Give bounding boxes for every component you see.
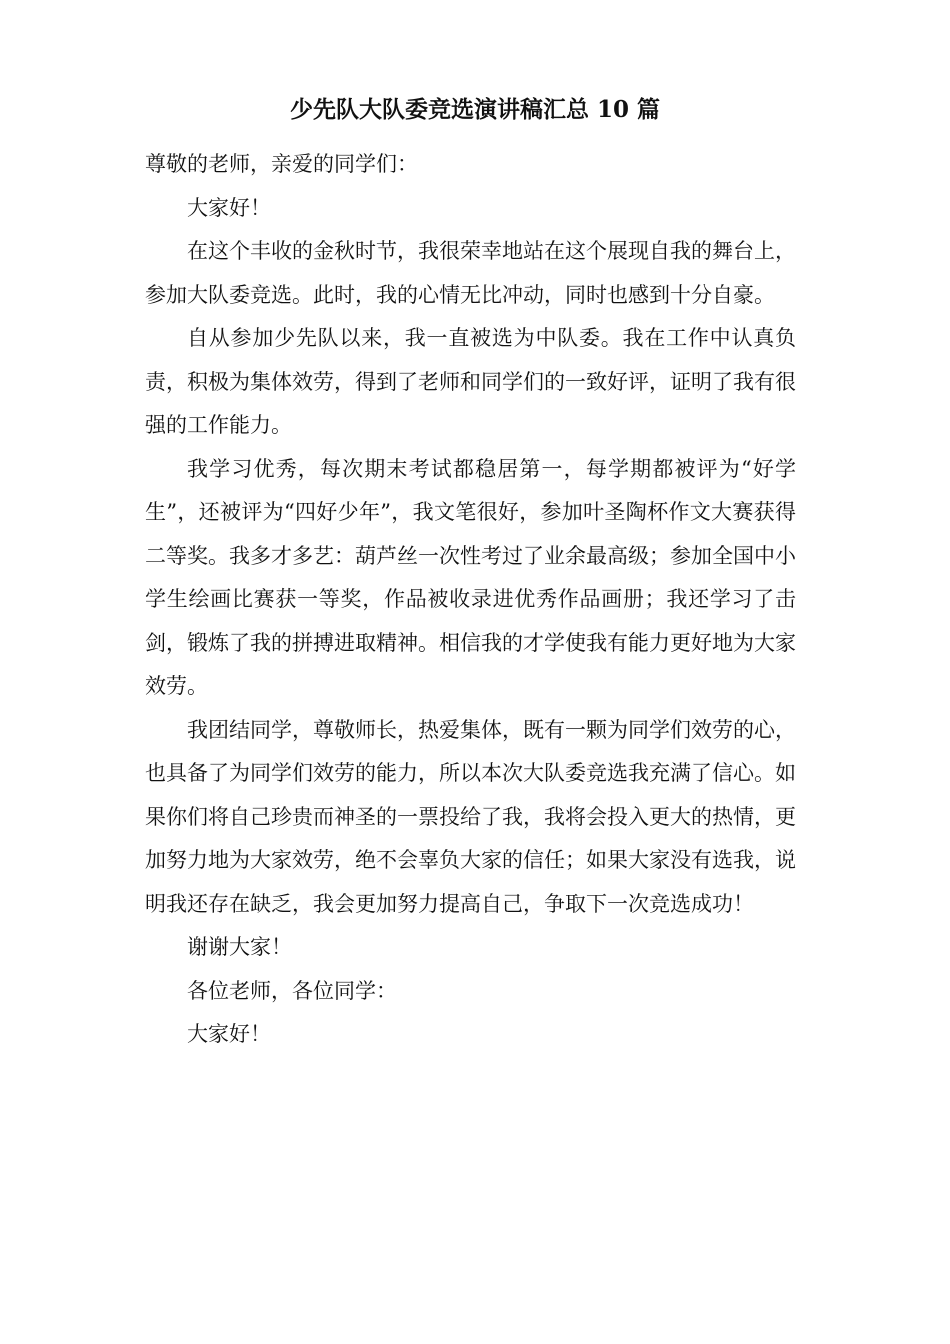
paragraph-achievements: 我学习优秀，每次期末考试都稳居第一，每学期都被评为“好学生”，还被评为“四好少年”，我文笔很好，参加叶圣陶杯作文大赛获得二等奖。我多才多艺：葫芦丝一次性考过了业余最高级；参加全国中小学生绘画比赛获一等奖，作品被收录进优秀作品画册；我还学习了击剑，锻炼了我的拼搏进取精神。相信我的才学使我有能力更好地为大家效劳。 — [145, 456, 796, 698]
paragraph-salutation: 尊敬的老师，亲爱的同学们： — [145, 152, 418, 176]
paragraph-greeting: 大家好！ — [187, 195, 271, 220]
paragraph-salutation-2: 各位老师，各位同学： — [187, 978, 397, 1003]
paragraph-intro: 在这个丰收的金秋时节，我很荣幸地站在这个展现自我的舞台上，参加大队委竞选。此时，我的心情无比冲动，同时也感到十分自豪。 — [145, 239, 796, 307]
document-title: 少先队大队委竞选演讲稿汇总 10 篇 — [289, 96, 661, 123]
paragraph-experience: 自从参加少先队以来，我一直被选为中队委。我在工作中认真负责，积极为集体效劳，得到了老师和同学们的一致好评，证明了我有很强的工作能力。 — [145, 326, 796, 437]
document-body — [145, 143, 796, 1057]
paragraph-commitment: 我团结同学，尊敬师长，热爱集体，既有一颗为同学们效劳的心，也具备了为同学们效劳的能力，所以本次大队委竞选我充满了信心。如果你们将自己珍贵而神圣的一票投给了我，我将会投入更大的热情，更加努力地为大家效劳，绝不会辜负大家的信任；如果大家没有选我，说明我还存在缺乏，我会更加努力提高自己，争取下一次竞选成功！ — [145, 717, 796, 916]
paragraph-thanks: 谢谢大家！ — [187, 935, 292, 959]
paragraph-greeting-2: 大家好！ — [187, 1022, 271, 1046]
